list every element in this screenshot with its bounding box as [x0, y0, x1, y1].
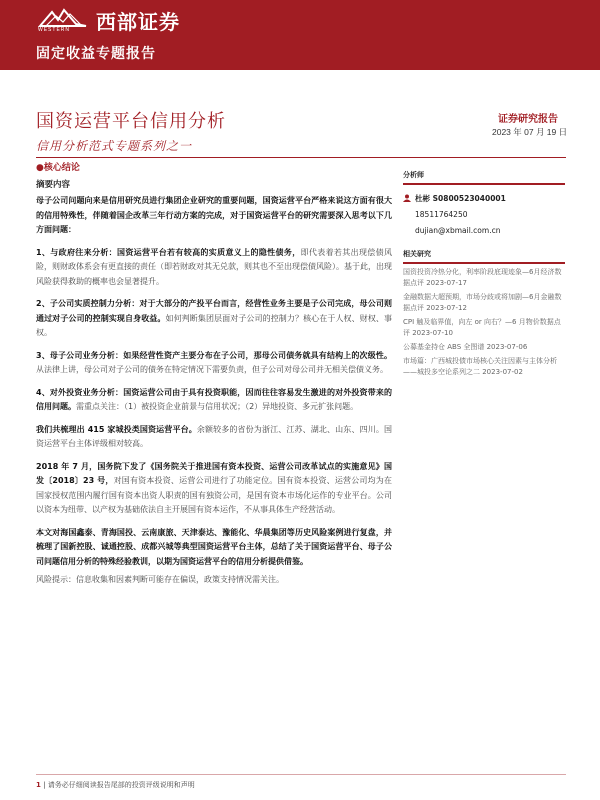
- phone-icon: [403, 210, 411, 218]
- paragraph-text: 需重点关注：（1）被投资企业前景与信用状况；（2）异地投资、多元扩张问题。: [76, 402, 359, 411]
- related-research-item[interactable]: 国资投资冷热分化，利率阶段底现迹象—6月经济数据点评 2023-07-17: [403, 268, 562, 287]
- risk-text: 风险提示：信息收集和因素判断可能存在偏误，政策支持情况需关注。: [36, 575, 284, 584]
- paragraph-text: 本文对海国鑫泰、青海国投、云南康旅、天津泰达、豫能化、华晨集团等历史风险案例进行复盘，并梳理了国新控股、诚通控股、成都兴城等典型国资运营平台主体，总结了关于国资运营平台、母子公司问题信用分析的特殊经验教训，以期为国资运营平台的信用分析提供借鉴。: [36, 527, 392, 566]
- analyst-name: 杜彬 S0800523040001: [415, 193, 506, 203]
- risk-warning: [36, 573, 392, 588]
- related-research-heading: 相关研究: [403, 250, 431, 258]
- summary-paragraph: [36, 349, 392, 378]
- report-title: 国资运营平台信用分析: [36, 111, 226, 132]
- paragraph-lead: 3、母子公司业务分析：如果经营性资产主要分布在子公司，那母公司债务就具有结构上的次级性。: [36, 350, 392, 360]
- divider: [36, 157, 566, 158]
- page-footer: [36, 780, 195, 790]
- paragraph-text: 母子公司问题向来是信用研究员进行集团企业研究的重要问题，国资运营平台严格来说这方面有很大的信用特殊性，伴随着国企改革三年行动方案的完成，对于国资运营平台的研究需要深入思考以下几方面问题：: [36, 196, 392, 234]
- summary-paragraph: [36, 460, 392, 518]
- sidebar: [403, 170, 565, 378]
- related-research-item[interactable]: CPI 触及临界值，向左 or 向右？—6 月物价数据点评 2023-07-10: [403, 318, 561, 337]
- core-conclusion-label: ●核心结论: [36, 163, 80, 173]
- western-logo-icon: [38, 8, 88, 28]
- email-icon: [403, 226, 411, 234]
- report-label: 证券研究报告: [498, 114, 558, 125]
- related-research-item[interactable]: 金融数据大超预期，市场分歧或将加剧—6月金融数据点评 2023-07-12: [403, 293, 562, 312]
- paragraph-text: 余额较多的省份为浙江、江苏、湖北、山东、四川。国资运营平台主体评级相对较高。: [36, 424, 392, 448]
- summary-paragraph: [36, 297, 392, 341]
- report-subtitle: 信用分析范式专题系列之一: [36, 139, 193, 153]
- summary-paragraph: [36, 423, 392, 452]
- report-header: [0, 0, 600, 70]
- summary-section: [36, 178, 392, 588]
- summary-paragraph: [36, 526, 392, 570]
- summary-paragraph: [36, 246, 392, 290]
- company-name: 西部证券: [96, 10, 180, 34]
- report-date: 2023 年 07 月 19 日: [492, 127, 568, 137]
- analyst-heading: 分析师: [403, 171, 424, 179]
- logo-english-text: WESTERN: [38, 27, 70, 33]
- footer-divider: [36, 774, 566, 775]
- summary-heading: 摘要内容: [36, 180, 71, 190]
- paragraph-text: 对国有资本投资、运营公司进行了功能定位。国有资本投资、运营公司均为在国家授权范围内履行国有资本出资人职责的国有独资公司，是国有资本市场化运作的专业平台。公司以资本为纽带、以产权为基础依法自主开展国有资本运作，不从事具体生产经营活动。: [36, 476, 393, 514]
- sidebar-divider: [403, 262, 565, 264]
- summary-paragraph: [36, 386, 392, 415]
- related-research-item[interactable]: 公募基金持仓 ABS 全图谱 2023-07-06: [403, 343, 528, 351]
- page-number: 1: [36, 781, 41, 789]
- analyst-email-row: [403, 223, 565, 237]
- report-type: 固定收益专题报告: [36, 46, 156, 62]
- paragraph-lead: 我们共梳理出 415 家城投类国资运营平台。: [36, 424, 197, 434]
- paragraph-text: 即代表着若其出现偿债风险，则财政体系会有更直接的责任（即若财政对其无兑款，则其也不至出现偿债风险）。基于此，出现风险获得救助的概率也会显著提升。: [36, 247, 392, 286]
- footer-disclaimer: | 请务必仔细阅读报告尾部的投资评级说明和声明: [43, 781, 195, 789]
- sidebar-divider: [403, 183, 565, 185]
- paragraph-lead: 2、子公司实质控制力分析：对于大部分的产投平台而言，经营性业务主要是子公司完成，母公司则通过对子公司的控制实现自身收益。: [36, 299, 392, 323]
- analyst-phone-row: [403, 207, 565, 221]
- analyst-phone: 18511764250: [415, 209, 468, 219]
- paragraph-text: 从法律上讲，母公司对子公司的债务在特定情况下需要负责，但子公司对母公司并无相关偿债义务。: [36, 365, 388, 374]
- summary-paragraph: [36, 194, 392, 238]
- paragraph-text: 如何判断集团层面对子公司的控制力？核心在于人权、财权、事权。: [36, 313, 393, 337]
- analyst-email[interactable]: dujian@xbmail.com.cn: [415, 225, 501, 235]
- paragraph-lead: 1、与政府往来分析：国资运营平台若有较高的实质意义上的隐性债务，: [36, 247, 301, 257]
- related-research-item[interactable]: 市场篇：广西城投债市场核心关注因素与主体分析——城投多空论系列之二 2023-07-02: [403, 357, 557, 376]
- analyst-name-row: [403, 191, 565, 205]
- person-icon: [403, 194, 411, 202]
- paragraph-lead: 2018 年 7 月，国务院下发了《国务院关于推进国有资本投资、运营公司改革试点的实施意见》国发〔2018〕23 号，: [36, 461, 392, 485]
- paragraph-lead: 4、对外投资业务分析：国资运营公司由于具有投资职能，因而往往容易发生激进的对外投资带来的信用问题。: [36, 387, 392, 411]
